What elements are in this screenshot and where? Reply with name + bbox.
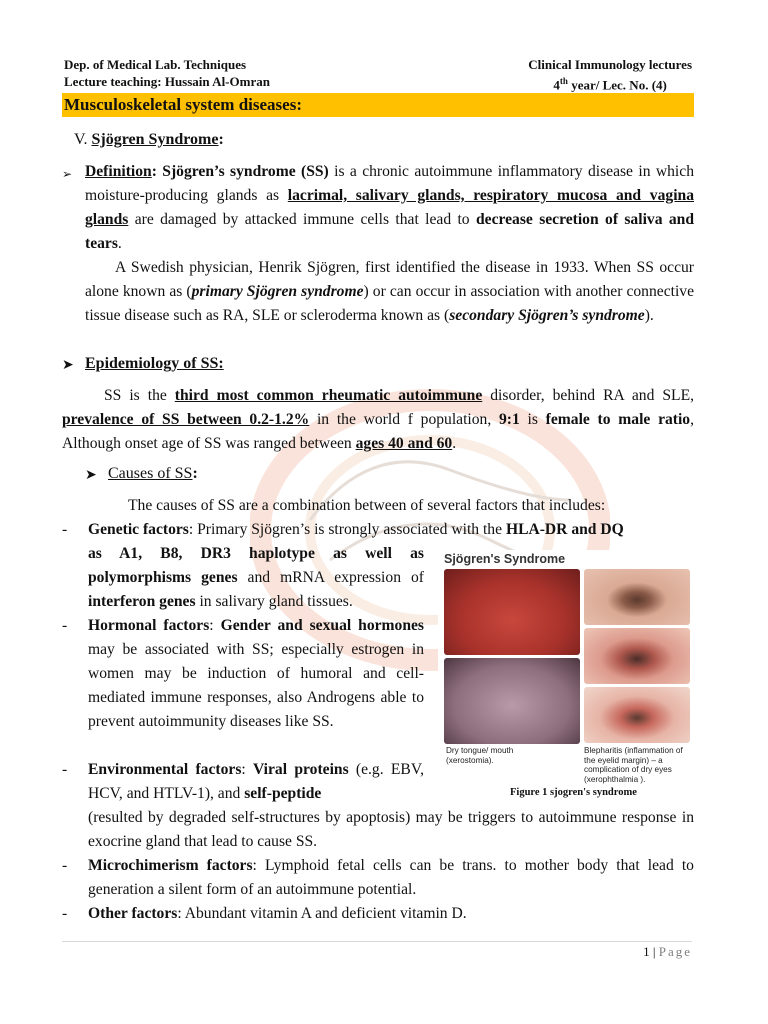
definition-paragraph: Definition: Sjögren’s syndrome (SS) is a chronic autoimmune inflammatory disease in which moisture-producing glands as lacrimal, salivary glands, respiratory mucosa and vagina glands are damaged by attacked immune cells that lead to decrease secretion of saliva and tears. [85, 163, 694, 252]
chapter-banner: Musculoskeletal system diseases: [62, 93, 694, 117]
arrow-bullet-icon: ➤ [62, 358, 74, 373]
eye-photo-1 [584, 569, 690, 625]
environmental-factors-rest: (resulted by degraded self-structures by apoptosis) may be triggers to autoimmune response in exocrine gland that lead to cause SS. [88, 809, 694, 850]
eye-photo-2 [584, 628, 690, 684]
genetic-factors-rest: as A1, B8, DR3 haplotype as well as polymorphisms genes and mRNA expression of interferon genes in salivary gland tissues. [88, 545, 424, 610]
arrow-bullet-icon: ➢ [62, 167, 73, 181]
dry-tongue-photo [444, 569, 580, 655]
dash-bullet: - [62, 617, 68, 634]
dash-bullet: - [62, 521, 68, 538]
eye-caption: Blepharitis (inflammation of the eyelid margin) – a complication of dry eyes (xerophthalmia ). [584, 746, 683, 784]
epidemiology-paragraph: SS is the third most common rheumatic autoimmune disorder, behind RA and SLE, prevalence of SS between 0.2-1.2% in the world f population, 9:1 is female to male ratio, Although onset age of SS was ranged between ages 40 and 60. [62, 387, 695, 452]
history-paragraph: A Swedish physician, Henrik Sjögren, first identified the disease in 1933. When SS occur alone known as (primary Sjögren syndrome) or can occur in association with another connective tissue disease such as RA, SLE or scleroderma known as (secondary Sjögren’s syndrome). [85, 259, 695, 324]
hormonal-factors: Hormonal factors: Gender and sexual hormones may be associated with SS; especially estrogen in women may be induction of humoral and cell-mediated immune responses, also Androgens able to prevent autoimmunity diseases like SS. [88, 617, 424, 730]
lecture-number: 4th year/ Lec. No. (4) [553, 76, 667, 93]
microchimerism-factors: Microchimerism factors: Lymphoid fetal cells can be trans. to mother body that lead to generation a silent form of an autoimmune potential. [88, 857, 694, 898]
causes-heading: Causes of SS: [108, 465, 198, 482]
epidemiology-heading: Epidemiology of SS: [85, 355, 224, 372]
environmental-factors-top: Environmental factors: Viral proteins (e.g. EBV, HCV, and HTLV-1), and self-peptide [88, 761, 424, 802]
header-left [64, 56, 270, 90]
sjogren-figure [438, 550, 694, 800]
figure-caption: Figure 1 sjogren's syndrome [510, 787, 637, 798]
section-heading: V. Sjögren Syndrome: [74, 131, 224, 148]
dash-bullet: - [62, 761, 68, 778]
tongue-caption: Dry tongue/ mouth (xerostomia). [446, 746, 514, 765]
footer-divider [62, 941, 692, 942]
other-factors: Other factors: Abundant vitamin A and deficient vitamin D. [88, 905, 467, 922]
lecturer: Lecture teaching: Hussain Al-Omran [64, 74, 270, 89]
causes-intro: The causes of SS are a combination between of several factors that includes: [128, 497, 606, 514]
arrow-bullet-icon: ➤ [85, 468, 97, 483]
genetic-factors-line1: Genetic factors: Primary Sjögren’s is strongly associated with the HLA-DR and DQ [88, 521, 624, 538]
dash-bullet: - [62, 857, 68, 874]
page-number: 1 | Page [643, 944, 692, 959]
department: Dep. of Medical Lab. Techniques [64, 57, 247, 72]
dash-bullet: - [62, 905, 68, 922]
course-title: Clinical Immunology lectures [528, 57, 692, 72]
tongue-surface-photo [444, 658, 580, 744]
eye-photo-3 [584, 687, 690, 743]
header-right [528, 56, 692, 93]
figure-title: Sjögren's Syndrome [444, 552, 566, 566]
